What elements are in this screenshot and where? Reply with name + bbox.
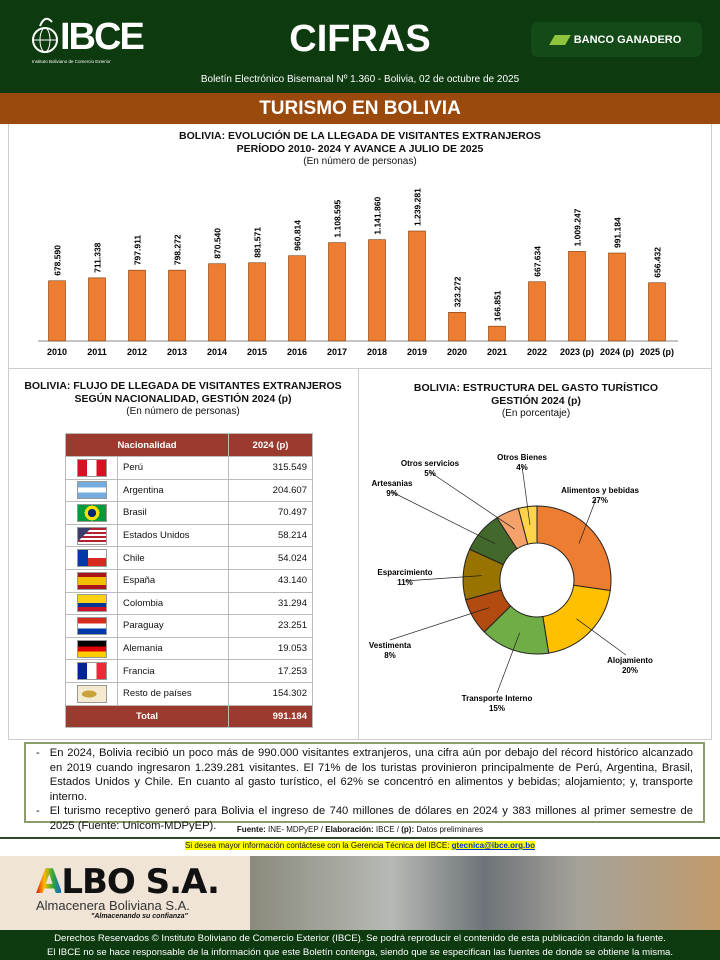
bar — [569, 251, 586, 341]
x-tick-label: 2016 — [286, 347, 308, 357]
country-cell: Francia — [118, 660, 229, 683]
country-cell: España — [118, 569, 229, 592]
table-row — [66, 592, 313, 615]
value-cell: 315.549 — [229, 457, 313, 480]
value-cell: 54.024 — [229, 547, 313, 570]
slice-label: Transporte Interno — [461, 694, 533, 703]
table-row — [66, 479, 313, 502]
table-row — [66, 547, 313, 570]
bar — [89, 278, 106, 341]
bar — [289, 256, 306, 341]
data-label: 797.911 — [132, 234, 143, 266]
flag-usa-icon — [77, 527, 107, 545]
value-cell: 23.251 — [229, 615, 313, 638]
data-label: 323.272 — [452, 276, 463, 308]
contact-line: Si desea mayor información contáctese con la Gerencia Técnica del IBCE: gtecnica@ibce.org.bo — [184, 841, 536, 850]
data-label: 798.272 — [172, 234, 183, 266]
x-tick-label: 2017 — [326, 347, 348, 357]
value-cell: 154.302 — [229, 682, 313, 705]
data-label: 1.108.595 — [332, 199, 343, 238]
flag-spain-icon — [77, 572, 107, 590]
country-cell: Perú — [118, 457, 229, 480]
country-cell: Estados Unidos — [118, 524, 229, 547]
sponsor-logo: BANCO GANADERO — [531, 22, 702, 57]
x-tick-label: 2020 — [446, 347, 468, 357]
bar — [409, 231, 426, 341]
x-tick-label: 2013 — [166, 347, 188, 357]
flag-chile-icon — [77, 549, 107, 567]
spending-donut-chart — [360, 440, 712, 730]
x-tick-label: 2024 (p) — [599, 347, 635, 357]
slice-label: Artesanias — [371, 479, 413, 488]
ad-photos — [250, 856, 720, 930]
column-header: 2024 (p) — [229, 434, 313, 457]
flag-world-icon — [77, 685, 107, 703]
bar — [529, 282, 546, 341]
slice-label: Alimentos y bebidas — [561, 486, 639, 495]
bar — [489, 326, 506, 341]
x-tick-label: 2025 (p) — [639, 347, 675, 357]
data-label: 1.141.860 — [372, 196, 383, 235]
data-label: 678.590 — [52, 245, 63, 276]
bar — [369, 240, 386, 341]
value-cell: 17.253 — [229, 660, 313, 683]
leader-line — [392, 492, 495, 544]
slice-percent: 5% — [424, 469, 436, 478]
bar — [49, 281, 66, 341]
value-cell: 58.214 — [229, 524, 313, 547]
footer: Derechos Reservados © Instituto Boliviano de Comercio Exterior (IBCE). Se podrá reproducir el contenido de esta publicación citando la fuente. El IBCE no se hace responsable de la información que este Boletín contenga, siendo que se especifican las fuentes de donde se obtiene la misma. — [0, 930, 720, 960]
arrivals-bar-chart — [0, 0, 720, 368]
pie-header: BOLIVIA: ESTRUCTURA DEL GASTO TURÍSTICO GESTIÓN 2024 (p) (En porcentaje) — [413, 382, 659, 419]
data-label: 991.184 — [612, 217, 623, 249]
flag-france-icon — [77, 662, 107, 680]
table-row — [66, 615, 313, 638]
bar — [329, 243, 346, 341]
bar — [209, 264, 226, 341]
flag-paraguay-icon — [77, 617, 107, 635]
x-tick-label: 2023 (p) — [559, 347, 595, 357]
data-label: 1.239.281 — [412, 188, 423, 226]
country-cell: Alemania — [118, 637, 229, 660]
nationality-table — [65, 433, 313, 728]
x-tick-label: 2019 — [406, 347, 428, 357]
total-row: Total 991.184 — [66, 705, 313, 728]
slice-percent: 15% — [488, 704, 506, 713]
x-tick-label: 2015 — [246, 347, 268, 357]
country-cell: Argentina — [118, 479, 229, 502]
x-tick-label: 2012 — [126, 347, 148, 357]
bar — [129, 270, 146, 341]
table-row — [66, 457, 313, 480]
divider — [358, 368, 359, 740]
table-row — [66, 524, 313, 547]
note-item: - En 2024, Bolivia recibió un poco más de 990.000 visitantes extranjeros, una cifra aún por debajo del récord histórico alcanzado en 2019 cuando ingresaron 1.239.281 visitantes. El 71% de los turistas provinieron principalmente de Perú, Argentina, Brasil, Estados Unidos y Chile. En cuanto al gasto turístico, el 62% se concentró en alimentos y bebidas; alojamiento; y, transporte interno. — [36, 747, 693, 803]
country-cell: Chile — [118, 547, 229, 570]
x-tick-label: 2022 — [526, 347, 548, 357]
divider — [8, 368, 712, 369]
country-cell: Colombia — [118, 592, 229, 615]
x-tick-label: 2021 — [486, 347, 508, 357]
slice-percent: 27% — [591, 496, 609, 505]
data-label: 881.571 — [252, 227, 263, 258]
table-header: BOLIVIA: FLUJO DE LLEGADA DE VISITANTES EXTRANJEROS SEGÚN NACIONALIDAD, GESTIÓN 2024 (p) (En número de personas) — [24, 380, 342, 417]
source-line: Fuente: INE- MDPyEP / Elaboración: IBCE / (p): Datos preliminares — [236, 825, 484, 834]
table-row — [66, 569, 313, 592]
donut-slice — [537, 506, 611, 591]
table-row — [66, 502, 313, 525]
country-cell: Paraguay — [118, 615, 229, 638]
table-row — [66, 682, 313, 705]
bar — [449, 312, 466, 341]
bar-chart-header: BOLIVIA: EVOLUCIÓN DE LA LLEGADA DE VISITANTES EXTRANJEROS PERÍODO 2010- 2024 Y AVANCE A JULIO DE 2025 (En número de personas) — [179, 130, 541, 167]
leader-line — [430, 472, 515, 529]
value-cell: 19.053 — [229, 637, 313, 660]
x-tick-label: 2011 — [87, 347, 107, 357]
table-row — [66, 637, 313, 660]
data-label: 166.851 — [492, 290, 503, 322]
note-item: - El turismo receptivo generó para Bolivia el ingreso de 740 millones de dólares en 2024 y 383 millones al primer semestre de 2025 (Fuente: Unicom-MDPyEP). — [36, 805, 693, 832]
slice-percent: 4% — [516, 463, 528, 472]
page-title: CIFRAS — [289, 18, 431, 60]
data-label: 960.814 — [292, 219, 303, 251]
value-cell: 70.497 — [229, 502, 313, 525]
bar — [249, 263, 266, 341]
column-header: Nacionalidad — [66, 434, 229, 457]
slice-label: Otros Bienes — [497, 453, 547, 462]
value-cell: 204.607 — [229, 479, 313, 502]
bulletin-info: Boletín Electrónico Bisemanal Nº 1.360 - Bolivia, 02 de octubre de 2025 — [200, 74, 520, 85]
x-tick-label: 2014 — [206, 347, 228, 357]
x-tick-label: 2018 — [366, 347, 388, 357]
divider — [0, 837, 720, 839]
slice-label: Vestimenta — [368, 641, 412, 650]
x-tick-label: 2010 — [46, 347, 68, 357]
slice-percent: 20% — [621, 666, 639, 675]
slice-percent: 9% — [386, 489, 398, 498]
data-label: 667.634 — [532, 246, 543, 277]
slice-label: Alojamiento — [607, 656, 653, 665]
ibce-logo: IBCE Instituto Boliviano de Comercio Exterior — [32, 16, 143, 64]
country-cell: Resto de países — [118, 682, 229, 705]
slice-label: Esparcimiento — [377, 568, 433, 577]
slice-percent: 11% — [397, 578, 413, 587]
bar — [649, 283, 666, 341]
flag-colombia-icon — [77, 594, 107, 612]
leader-line — [390, 608, 489, 640]
data-label: 1.009.247 — [572, 208, 583, 247]
flag-peru-icon — [77, 459, 107, 477]
albo-logo: ALBO S.A. Almacenera Boliviana S.A. "Almacenando su confianza" — [36, 862, 219, 920]
flag-brazil-icon — [77, 504, 107, 522]
flag-argentina-icon — [77, 481, 107, 499]
value-cell: 31.294 — [229, 592, 313, 615]
bar — [169, 270, 186, 341]
table-row — [66, 660, 313, 683]
value-cell: 43.140 — [229, 569, 313, 592]
data-label: 711.338 — [92, 242, 103, 273]
data-label: 656.432 — [652, 246, 663, 278]
section-title: TURISMO EN BOLIVIA — [0, 93, 720, 124]
flag-germany-icon — [77, 640, 107, 658]
contact-email-link[interactable]: gtecnica@ibce.org.bo — [451, 841, 536, 850]
country-cell: Brasil — [118, 502, 229, 525]
slice-label: Otros servicios — [400, 459, 460, 468]
slice-percent: 8% — [384, 651, 396, 660]
bar — [609, 253, 626, 341]
data-label: 870.540 — [212, 227, 223, 259]
